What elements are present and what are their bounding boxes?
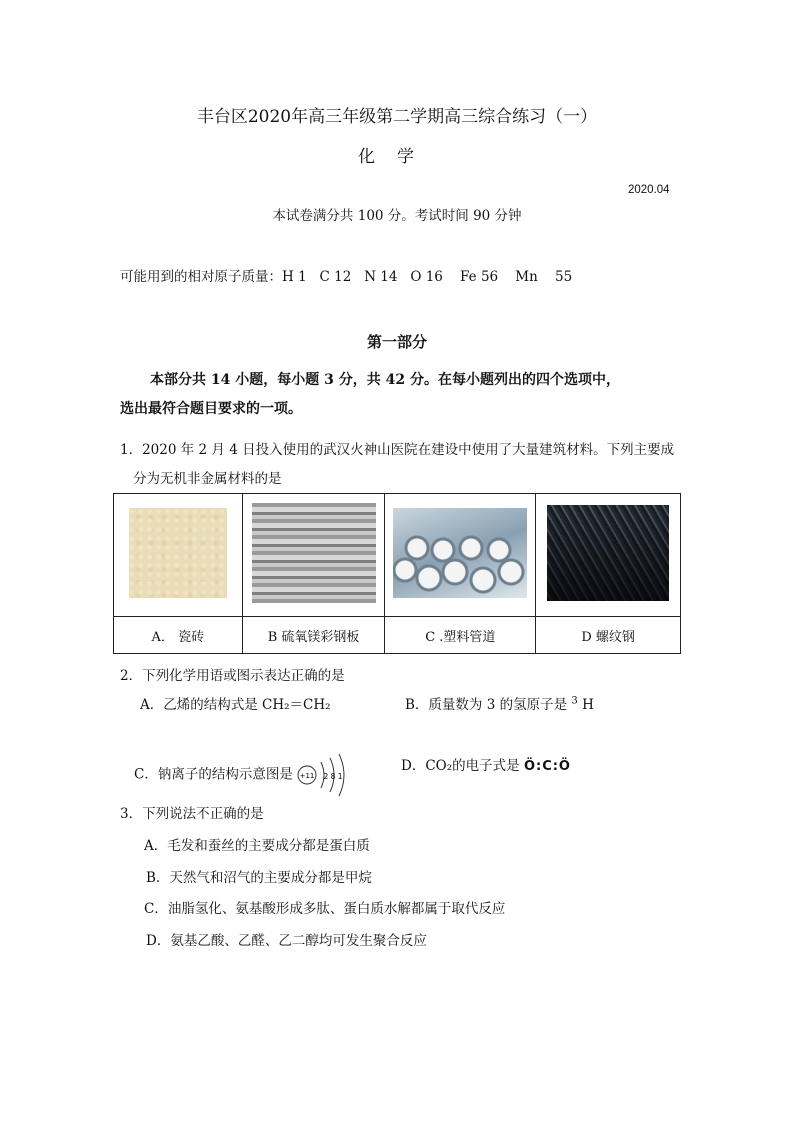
part-one-title: 第一部分 bbox=[366, 333, 427, 351]
q1-stem-line2: 分为无机非金属材料的是 bbox=[133, 471, 282, 487]
steel-panel-image bbox=[252, 503, 376, 603]
q1-image-cell-a bbox=[114, 494, 243, 617]
q3-option-d: D．氨基乙酸、乙醛、乙二醇均可发生聚合反应 bbox=[146, 933, 427, 949]
q3-option-a: A．毛发和蚕丝的主要成分都是蛋白质 bbox=[144, 838, 370, 854]
q1-option-d: D 螺纹钢 bbox=[536, 617, 681, 654]
rebar-image bbox=[547, 505, 669, 601]
q3-option-c: C．油脂氢化、氨基酸形成多肽、蛋白质水解都属于取代反应 bbox=[144, 901, 506, 917]
mass-number: 3 bbox=[571, 695, 578, 707]
q2-option-d-text: D．CO₂的电子式是 bbox=[401, 758, 520, 774]
q1-option-c: C .塑料管道 bbox=[385, 617, 536, 654]
atomic-masses: 可能用到的相对原子质量：H 1 C 12 N 14 O 16 Fe 56 Mn 55 bbox=[120, 269, 573, 285]
exam-note: 本试卷满分共 100 分。考试时间 90 分钟 bbox=[272, 208, 522, 224]
plastic-pipes-image bbox=[393, 508, 527, 598]
q1-image-cell-b bbox=[242, 494, 385, 617]
sodium-structure-diagram bbox=[297, 752, 353, 798]
exam-date: 2020.04 bbox=[628, 184, 670, 196]
q1-option-a: A． 瓷砖 bbox=[114, 617, 243, 654]
q1-image-cell-c bbox=[385, 494, 536, 617]
q1-option-b: B 硫氧镁彩钢板 bbox=[242, 617, 385, 654]
q2-option-b-text: B．质量数为 3 的氢原子是 bbox=[405, 697, 568, 713]
q3-stem: 3．下列说法不正确的是 bbox=[120, 806, 264, 822]
exam-title: 丰台区2020年高三年级第二学期高三综合练习（一） bbox=[196, 107, 598, 127]
part-instruction-line1: 本部分共 14 小题，每小题 3 分，共 42 分。在每小题列出的四个选项中， bbox=[150, 372, 620, 388]
q2-option-c-text: C．钠离子的结构示意图是 bbox=[134, 766, 293, 783]
q3-option-b: B．天然气和沼气的主要成分都是甲烷 bbox=[146, 870, 372, 886]
q2-option-d bbox=[401, 754, 571, 774]
electron-shells: 2 8 1 bbox=[323, 772, 343, 781]
nucleus-label: +11 bbox=[299, 772, 315, 780]
q1-stem-line1: 1．2020 年 2 月 4 日投入使用的武汉火神山医院在建设中使用了大量建筑材料。下列主要成 bbox=[120, 442, 675, 458]
subject-title: 化学 bbox=[358, 147, 436, 167]
part-instruction-line2: 选出最符合题目要求的一项。 bbox=[120, 401, 302, 417]
hydrogen-symbol: H bbox=[582, 697, 594, 713]
q1-options-table bbox=[113, 493, 681, 654]
ceramic-tile-image bbox=[129, 508, 227, 598]
q2-option-b bbox=[405, 693, 594, 713]
q1-image-cell-d bbox=[536, 494, 681, 617]
q2-option-a: A．乙烯的结构式是 CH₂＝CH₂ bbox=[140, 697, 331, 713]
co2-lewis-structure: Ö:C:Ö bbox=[523, 759, 571, 774]
q2-option-c bbox=[134, 752, 353, 798]
q2-stem: 2．下列化学用语或图示表达正确的是 bbox=[120, 668, 345, 684]
